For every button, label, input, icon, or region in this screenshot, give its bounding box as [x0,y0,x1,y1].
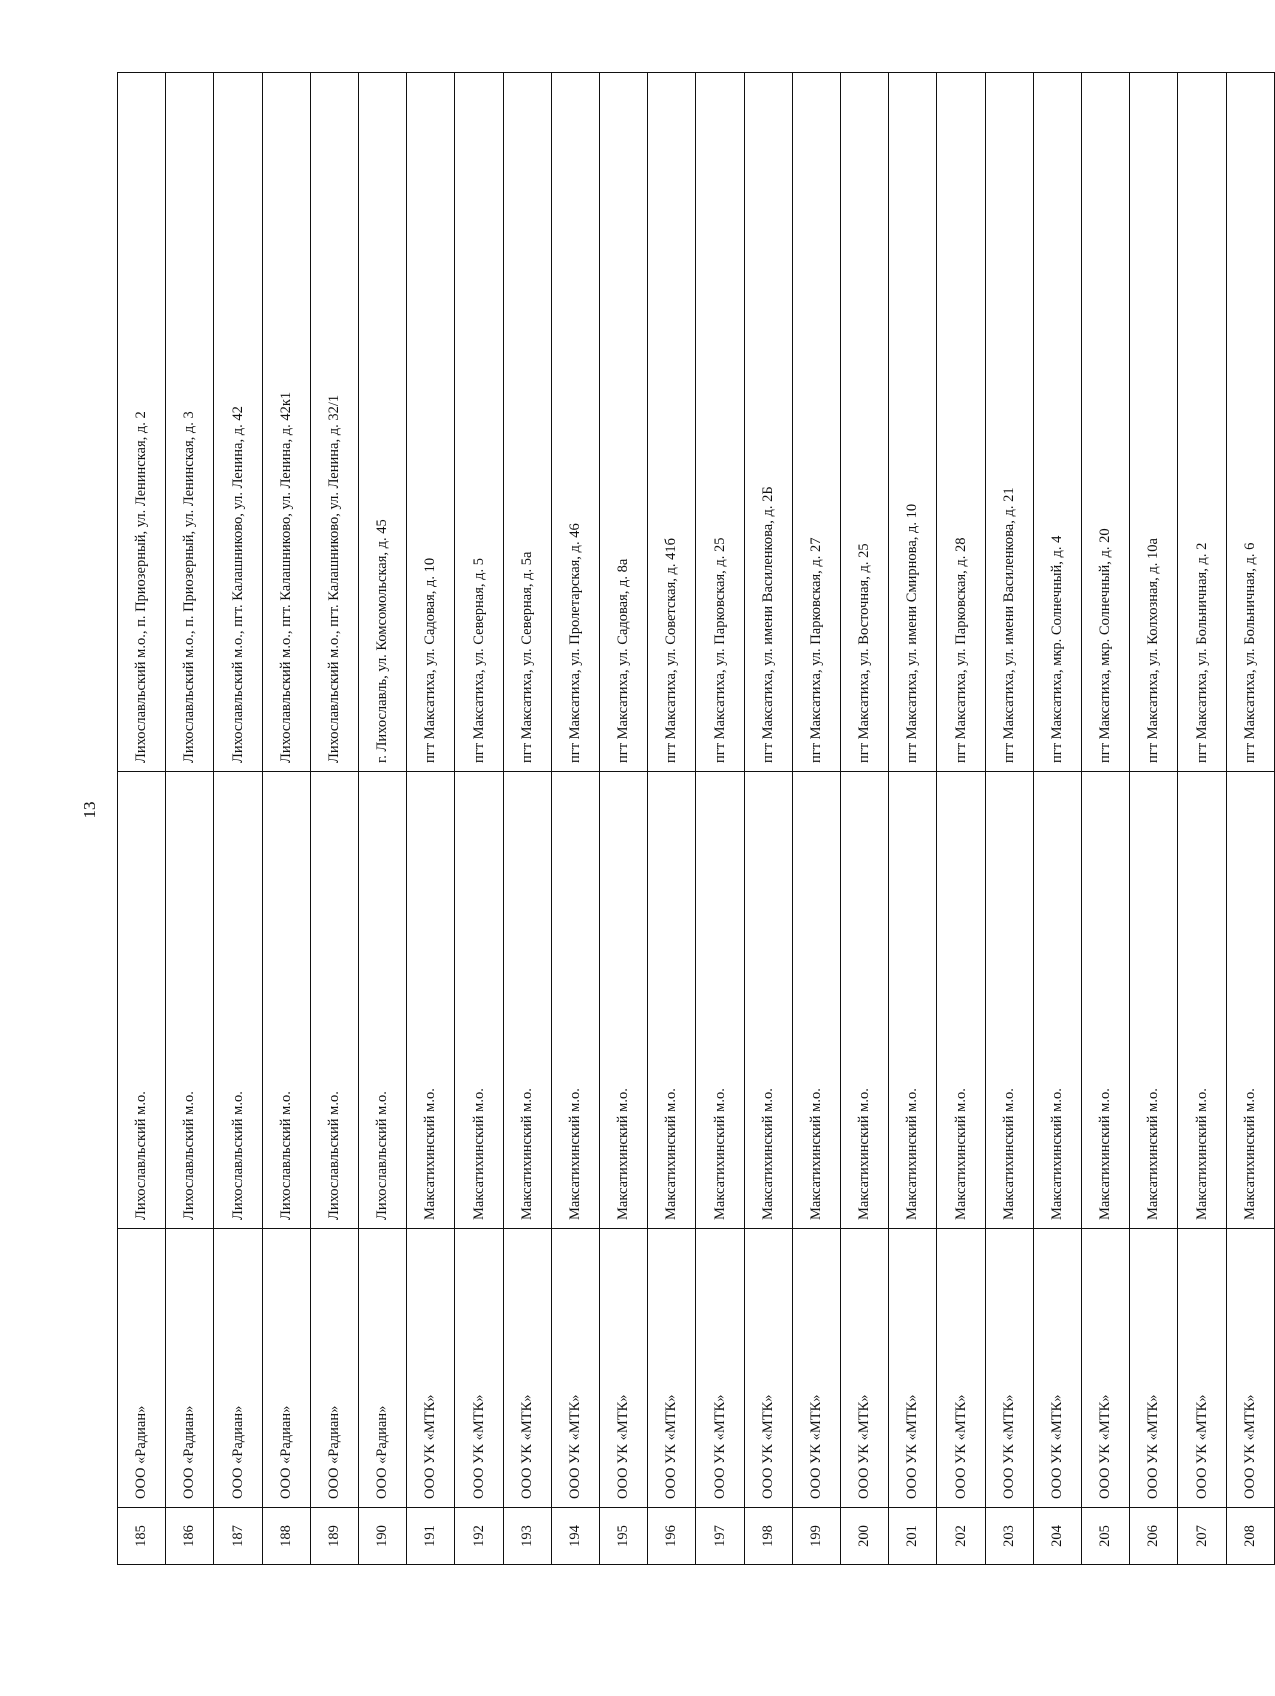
table-row [1033,73,1081,1565]
table-row [118,73,166,1565]
address-cell: Лихославльский м.о., пгт. Калашниково, ул. Ленина, д. 32/1 [310,73,358,772]
organization-cell: ООО УК «МТК» [841,1229,889,1508]
address-cell: Лихославльский м.о., пгт. Калашниково, ул. Ленина, д. 42к1 [262,73,310,772]
organization-cell: ООО УК «МТК» [889,1229,937,1508]
row-number-cell: 185 [118,1508,166,1565]
row-number-cell: 194 [551,1508,599,1565]
address-cell: пгт Максатиха, ул. Больничная, д. 2 [1178,73,1226,772]
table-row [310,73,358,1565]
address-cell: пгт Максатиха, ул. Садовая, д. 10 [407,73,455,772]
address-cell: пгт Максатиха, ул. Советская, д. 41б [648,73,696,772]
address-cell: пгт Максатиха, ул. имени Василенкова, д. 21 [985,73,1033,772]
table-row [792,73,840,1565]
address-cell: пгт Максатиха, ул. имени Смирнова, д. 10 [889,73,937,772]
organization-cell: ООО «Радиан» [310,1229,358,1508]
row-number-cell: 208 [1226,1508,1274,1565]
table-row [1178,73,1226,1565]
row-number-cell: 191 [407,1508,455,1565]
table-row [600,73,648,1565]
organization-cell: ООО УК «МТК» [551,1229,599,1508]
municipality-cell: Максатихинский м.о. [937,772,985,1229]
table-row [985,73,1033,1565]
organization-cell: ООО УК «МТК» [937,1229,985,1508]
row-number-cell: 188 [262,1508,310,1565]
municipality-cell: Максатихинский м.о. [407,772,455,1229]
organization-cell: ООО «Радиан» [214,1229,262,1508]
row-number-cell: 186 [166,1508,214,1565]
row-number-cell: 203 [985,1508,1033,1565]
municipality-cell: Максатихинский м.о. [1130,772,1178,1229]
organization-cell: ООО УК «МТК» [407,1229,455,1508]
row-number-cell: 207 [1178,1508,1226,1565]
row-number-cell: 193 [503,1508,551,1565]
row-number-cell: 196 [648,1508,696,1565]
organization-cell: ООО УК «МТК» [744,1229,792,1508]
table-row [166,73,214,1565]
address-cell: пгт Максатиха, ул. Северная, д. 5 [455,73,503,772]
address-cell: пгт Максатиха, ул. Садовая, д. 8а [600,73,648,772]
municipality-cell: Максатихинский м.о. [889,772,937,1229]
table-row [455,73,503,1565]
address-cell: пгт Максатиха, ул. Колхозная, д. 10а [1130,73,1178,772]
row-number-cell: 195 [600,1508,648,1565]
row-number-cell: 190 [359,1508,407,1565]
municipality-cell: Максатихинский м.о. [1082,772,1130,1229]
row-number-cell: 201 [889,1508,937,1565]
address-cell: пгт Максатиха, ул. Парковская, д. 27 [792,73,840,772]
table-row [648,73,696,1565]
address-cell: пгт Максатиха, мкр. Солнечный, д. 20 [1082,73,1130,772]
organization-cell: ООО УК «МТК» [1226,1229,1274,1508]
table-row [1130,73,1178,1565]
address-cell: г. Лихославль, ул. Комсомольская, д. 45 [359,73,407,772]
address-cell: Лихославльский м.о., пгт. Калашниково, ул. Ленина, д. 42 [214,73,262,772]
municipality-cell: Максатихинский м.о. [551,772,599,1229]
registry-table-rotated [117,72,1275,1565]
organization-cell: ООО «Радиан» [359,1229,407,1508]
organization-cell: ООО УК «МТК» [792,1229,840,1508]
row-number-cell: 189 [310,1508,358,1565]
row-number-cell: 192 [455,1508,503,1565]
municipality-cell: Лихославльский м.о. [262,772,310,1229]
row-number-cell: 199 [792,1508,840,1565]
municipality-cell: Максатихинский м.о. [792,772,840,1229]
table-row [937,73,985,1565]
municipality-cell: Лихославльский м.о. [118,772,166,1229]
page-number: 13 [80,801,99,819]
row-number-cell: 204 [1033,1508,1081,1565]
organization-cell: ООО «Радиан» [118,1229,166,1508]
municipality-cell: Лихославльский м.о. [359,772,407,1229]
organization-cell: ООО УК «МТК» [503,1229,551,1508]
municipality-cell: Максатихинский м.о. [841,772,889,1229]
organization-cell: ООО УК «МТК» [1082,1229,1130,1508]
address-cell: пгт Максатиха, ул. Северная, д. 5а [503,73,551,772]
organization-cell: ООО УК «МТК» [648,1229,696,1508]
row-number-cell: 197 [696,1508,744,1565]
row-number-cell: 202 [937,1508,985,1565]
address-cell: пгт Максатиха, ул. имени Василенкова, д. 2Б [744,73,792,772]
row-number-cell: 187 [214,1508,262,1565]
municipality-cell: Максатихинский м.о. [696,772,744,1229]
table-row [262,73,310,1565]
organization-cell: ООО «Радиан» [166,1229,214,1508]
row-number-cell: 205 [1082,1508,1130,1565]
table-row [889,73,937,1565]
municipality-cell: Максатихинский м.о. [648,772,696,1229]
municipality-cell: Лихославльский м.о. [166,772,214,1229]
table-row [359,73,407,1565]
organization-cell: ООО УК «МТК» [1178,1229,1226,1508]
table-row [407,73,455,1565]
table-row [1226,73,1274,1565]
address-cell: пгт Максатиха, ул. Больничная, д. 6 [1226,73,1274,772]
address-cell: пгт Максатиха, ул. Парковская, д. 25 [696,73,744,772]
address-cell: Лихославльский м.о., п. Приозерный, ул. Ленинская, д. 2 [118,73,166,772]
row-number-cell: 198 [744,1508,792,1565]
organization-cell: ООО «Радиан» [262,1229,310,1508]
table-row [841,73,889,1565]
municipality-cell: Максатихинский м.о. [455,772,503,1229]
municipality-cell: Максатихинский м.о. [503,772,551,1229]
registry-table-body [118,73,1275,1565]
row-number-cell: 200 [841,1508,889,1565]
table-row [214,73,262,1565]
registry-table-container [117,72,1275,1565]
table-row [503,73,551,1565]
table-row [551,73,599,1565]
organization-cell: ООО УК «МТК» [1130,1229,1178,1508]
address-cell: Лихославльский м.о., п. Приозерный, ул. Ленинская, д. 3 [166,73,214,772]
row-number-cell: 206 [1130,1508,1178,1565]
municipality-cell: Лихославльский м.о. [310,772,358,1229]
table-row [1082,73,1130,1565]
table-row [696,73,744,1565]
municipality-cell: Максатихинский м.о. [1033,772,1081,1229]
organization-cell: ООО УК «МТК» [1033,1229,1081,1508]
address-cell: пгт Максатиха, ул. Парковская, д. 28 [937,73,985,772]
organization-cell: ООО УК «МТК» [600,1229,648,1508]
organization-cell: ООО УК «МТК» [455,1229,503,1508]
municipality-cell: Максатихинский м.о. [985,772,1033,1229]
address-cell: пгт Максатиха, ул. Пролетарская, д. 46 [551,73,599,772]
municipality-cell: Максатихинский м.о. [600,772,648,1229]
municipality-cell: Лихославльский м.о. [214,772,262,1229]
registry-table [117,72,1275,1565]
organization-cell: ООО УК «МТК» [985,1229,1033,1508]
table-row [744,73,792,1565]
address-cell: пгт Максатиха, мкр. Солнечный, д. 4 [1033,73,1081,772]
municipality-cell: Максатихинский м.о. [744,772,792,1229]
municipality-cell: Максатихинский м.о. [1226,772,1274,1229]
address-cell: пгт Максатиха, ул. Восточная, д. 25 [841,73,889,772]
organization-cell: ООО УК «МТК» [696,1229,744,1508]
municipality-cell: Максатихинский м.о. [1178,772,1226,1229]
